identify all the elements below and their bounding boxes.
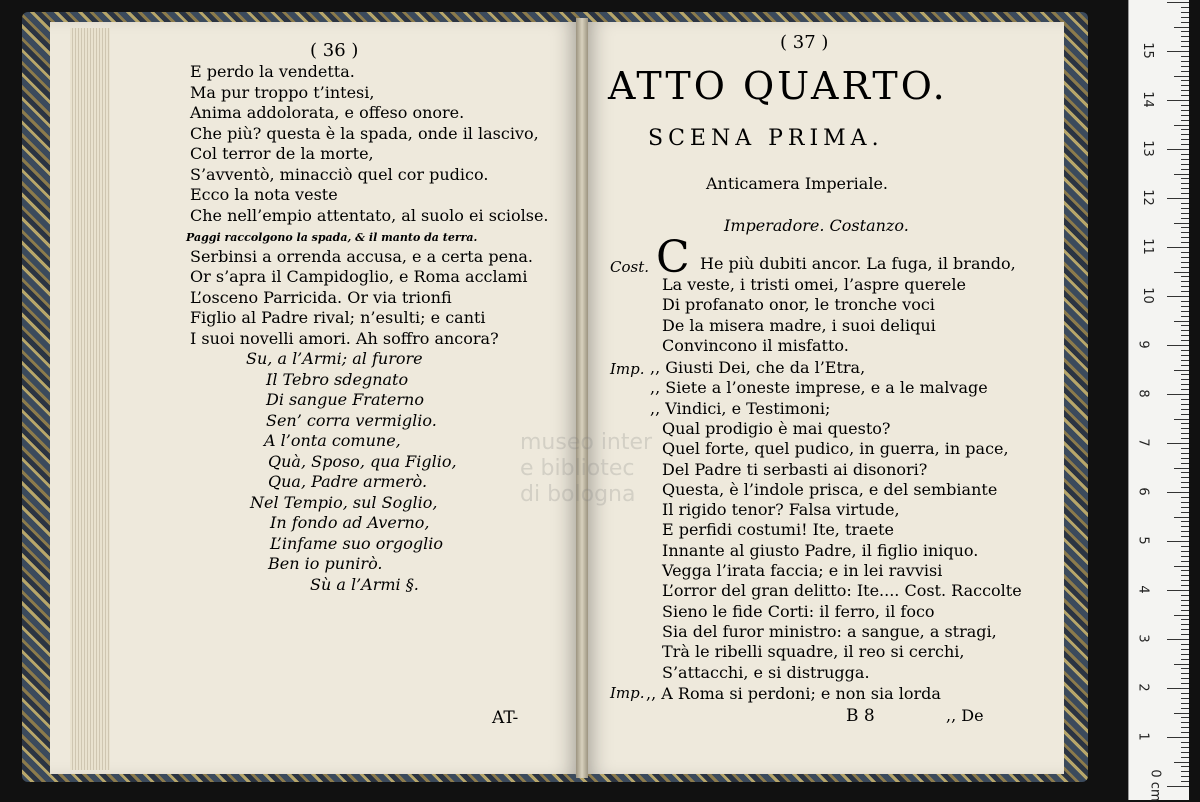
text-line: Ma pur troppo t’intesi,	[190, 82, 375, 102]
ruler-tick	[1181, 316, 1189, 317]
ruler-tick	[1181, 213, 1189, 214]
speech-line: Trà le ribelli squadre, il reo si cerchi,	[662, 642, 965, 662]
ruler-tick	[1181, 267, 1189, 268]
scene-characters: Imperadore. Costanzo.	[724, 216, 909, 235]
aria-line: Sù a l’Armi §.	[310, 574, 419, 594]
ruler-tick	[1181, 703, 1189, 704]
speech-line: Convincono il misfatto.	[662, 336, 849, 355]
ruler-tick	[1181, 776, 1189, 777]
ruler-tick	[1181, 742, 1189, 743]
ruler-tick	[1174, 517, 1189, 518]
ruler-tick	[1181, 129, 1189, 130]
ruler-tick	[1181, 365, 1189, 366]
ruler-tick	[1181, 600, 1189, 601]
ruler-tick	[1181, 531, 1189, 532]
ruler-tick	[1181, 482, 1189, 483]
ruler-tick	[1181, 463, 1189, 464]
ruler-tick	[1167, 296, 1189, 297]
ruler-tick	[1174, 174, 1189, 175]
ruler-number: 10	[1139, 287, 1155, 304]
aria-line: Il Tebro sdegnato	[266, 369, 409, 389]
ruler-tick	[1181, 766, 1189, 767]
ruler-tick	[1181, 752, 1189, 753]
ruler-tick	[1181, 355, 1189, 356]
ruler-tick	[1167, 688, 1189, 689]
ruler-tick	[1181, 502, 1189, 503]
ruler-tick	[1181, 374, 1189, 375]
ruler-tick	[1181, 193, 1189, 194]
ruler-tick	[1181, 580, 1189, 581]
ruler-tick	[1181, 183, 1189, 184]
ruler-tick	[1181, 575, 1189, 576]
speaker-label-1: Cost.	[610, 258, 650, 276]
ruler-tick	[1181, 521, 1189, 522]
ruler-number: 11	[1139, 238, 1155, 255]
ruler-tick	[1167, 2, 1189, 3]
ruler-tick	[1181, 757, 1189, 758]
ruler-tick	[1181, 727, 1189, 728]
text-line: Anima addolorata, e offeso onore.	[190, 103, 465, 122]
ruler-tick	[1181, 472, 1189, 473]
ruler-tick	[1181, 512, 1189, 513]
ruler-tick	[1181, 71, 1189, 72]
ruler-tick	[1167, 639, 1189, 640]
speech-line: De la misera madre, i suoi deliqui	[662, 315, 936, 335]
speech-line: Sia del furor ministro: a sangue, a stragi,	[662, 621, 997, 641]
ruler-tick	[1167, 394, 1189, 395]
aria-line: Sen’ corra vermiglio.	[266, 410, 437, 430]
aria-line: Quà, Sposo, qua Figlio,	[268, 451, 457, 471]
ruler-tick	[1181, 85, 1189, 86]
ruler-number: 7	[1135, 438, 1151, 447]
ruler-tick	[1181, 360, 1189, 361]
ruler-tick	[1181, 404, 1189, 405]
aria-line: Qua, Padre armerò.	[268, 472, 428, 491]
right-catchword: ,, De	[946, 706, 984, 725]
ruler-tick	[1167, 345, 1189, 346]
ruler-tick	[1181, 678, 1189, 679]
ruler-tick	[1181, 311, 1189, 312]
ruler-tick	[1181, 306, 1189, 307]
ruler-tick	[1181, 673, 1189, 674]
text-line: Che nell’empio attentato, al suolo ei sciolse.	[190, 205, 549, 225]
ruler-tick	[1181, 340, 1189, 341]
ruler-number: 15	[1139, 42, 1155, 59]
ruler-tick	[1181, 262, 1189, 263]
ruler-tick	[1181, 120, 1189, 121]
speaker-label-2: Imp.	[610, 360, 645, 378]
ruler-tick	[1181, 477, 1189, 478]
ruler-tick	[1181, 536, 1189, 537]
measurement-ruler	[1128, 0, 1189, 800]
ruler-tick	[1174, 615, 1189, 616]
speech-line: Del Padre ti serbasti ai disonori?	[662, 459, 928, 479]
ruler-tick	[1181, 159, 1189, 160]
ruler-tick	[1181, 438, 1189, 439]
watermark	[520, 430, 652, 508]
ruler-tick	[1181, 497, 1189, 498]
speaker-label-3: Imp.	[610, 684, 645, 702]
ruler-tick	[1181, 698, 1189, 699]
ruler-tick	[1181, 629, 1189, 630]
speech-line: La veste, i tristi omei, l’aspre querele	[662, 274, 966, 294]
text-line: L’osceno Parricida. Or via trionfi	[190, 287, 452, 307]
aria-line: In fondo ad Averno,	[270, 513, 430, 532]
ruler-tick	[1181, 12, 1189, 13]
text-line: Serbinsi a orrenda accusa, e a certa pena.	[190, 246, 533, 266]
ruler-tick	[1181, 619, 1189, 620]
ruler-tick	[1181, 169, 1189, 170]
ruler-tick	[1181, 134, 1189, 135]
ruler-tick	[1181, 144, 1189, 145]
ruler-tick	[1181, 605, 1189, 606]
scene-title: SCENA PRIMA.	[648, 126, 884, 151]
ruler-tick	[1167, 149, 1189, 150]
ruler-tick	[1181, 649, 1189, 650]
ruler-tick	[1181, 203, 1189, 204]
ruler-tick	[1181, 110, 1189, 111]
speech-line: Questa, è l’indole prisca, e del sembiante	[662, 479, 998, 499]
ruler-tick	[1167, 198, 1189, 199]
ruler-tick	[1181, 448, 1189, 449]
ruler-tick	[1181, 237, 1189, 238]
ruler-tick	[1181, 7, 1189, 8]
text-line: Col terror de la morte,	[190, 144, 374, 163]
signature-mark: B 8	[846, 706, 875, 726]
ruler-tick	[1181, 595, 1189, 596]
ruler-tick	[1181, 31, 1189, 32]
ruler-tick	[1181, 227, 1189, 228]
ruler-number: 2	[1135, 683, 1151, 692]
ruler-tick	[1181, 257, 1189, 258]
ruler-number: 14	[1139, 91, 1155, 108]
ruler-tick	[1181, 301, 1189, 302]
ruler-tick	[1181, 414, 1189, 415]
ruler-tick	[1181, 668, 1189, 669]
aria-line: Di sangue Fraterno	[266, 390, 424, 409]
scene-setting: Anticamera Imperiale.	[706, 174, 888, 193]
page-edges	[70, 28, 110, 770]
ruler-tick	[1181, 526, 1189, 527]
ruler-tick	[1181, 507, 1189, 508]
ruler-tick	[1181, 585, 1189, 586]
right-page-number: ( 37 )	[780, 32, 829, 53]
ruler-tick	[1181, 708, 1189, 709]
ruler-tick	[1181, 399, 1189, 400]
ruler-tick	[1167, 51, 1189, 52]
act-title: ATTO QUARTO.	[608, 64, 948, 108]
ruler-tick	[1181, 433, 1189, 434]
ruler-tick	[1181, 188, 1189, 189]
ruler-tick	[1181, 693, 1189, 694]
ruler-tick	[1181, 164, 1189, 165]
speech-line: Il rigido tenor? Falsa virtude,	[662, 500, 900, 520]
ruler-tick	[1181, 379, 1189, 380]
ruler-tick	[1167, 443, 1189, 444]
ruler-tick	[1181, 66, 1189, 67]
ruler-tick	[1181, 771, 1189, 772]
ruler-number: 6	[1135, 487, 1151, 496]
ruler-tick	[1181, 335, 1189, 336]
stage-direction: Paggi raccolgono la spada, & il manto da terra.	[186, 231, 478, 244]
ruler-tick	[1181, 384, 1189, 385]
ruler-tick	[1181, 178, 1189, 179]
ruler-tick	[1174, 664, 1189, 665]
speech-line: E perfidi costumi! Ite, traete	[662, 520, 894, 540]
ruler-tick	[1181, 95, 1189, 96]
ruler-number: 9	[1135, 340, 1151, 349]
ruler-tick	[1167, 737, 1189, 738]
ruler-number: 12	[1139, 189, 1155, 206]
ruler-number: 1	[1135, 732, 1151, 741]
ruler-tick	[1181, 624, 1189, 625]
ruler-tick	[1181, 252, 1189, 253]
ruler-tick	[1181, 286, 1189, 287]
ruler-tick	[1181, 428, 1189, 429]
ruler-tick	[1181, 17, 1189, 18]
speech-line: S’attacchi, e si distrugga.	[662, 662, 870, 682]
text-line: S’avventò, minacciò quel cor pudico.	[190, 164, 489, 184]
ruler-tick	[1181, 610, 1189, 611]
speech-line: ,, Giusti Dei, che da l’Etra,	[650, 358, 866, 377]
ruler-tick	[1181, 41, 1189, 42]
ruler-tick	[1174, 321, 1189, 322]
book-gutter	[576, 18, 588, 778]
ruler-number: 13	[1139, 140, 1155, 157]
ruler-tick	[1181, 644, 1189, 645]
ruler-tick	[1181, 154, 1189, 155]
ruler-tick	[1181, 654, 1189, 655]
ruler-tick	[1174, 125, 1189, 126]
ruler-tick	[1181, 281, 1189, 282]
ruler-tick	[1167, 786, 1189, 787]
ruler-tick	[1167, 541, 1189, 542]
ruler-tick	[1174, 223, 1189, 224]
ruler-tick	[1181, 36, 1189, 37]
ruler-tick	[1181, 80, 1189, 81]
ruler-tick	[1181, 487, 1189, 488]
ruler-tick	[1174, 468, 1189, 469]
ruler-tick	[1174, 566, 1189, 567]
ruler-tick	[1174, 272, 1189, 273]
ruler-tick	[1181, 389, 1189, 390]
ruler-tick	[1181, 732, 1189, 733]
ruler-tick	[1181, 291, 1189, 292]
text-line: Or s’apra il Campidoglio, e Roma acclami	[190, 267, 528, 286]
ruler-tick	[1181, 781, 1189, 782]
speech-line: He più dubiti ancor. La fuga, il brando,	[700, 254, 1016, 273]
ruler-number: 8	[1135, 389, 1151, 398]
ruler-tick	[1167, 100, 1189, 101]
text-line: Ecco la nota veste	[190, 185, 338, 204]
ruler-tick	[1181, 330, 1189, 331]
speech-line: Di profanato onor, le tronche voci	[662, 295, 935, 314]
ruler-tick	[1181, 90, 1189, 91]
ruler-tick	[1167, 247, 1189, 248]
ruler-tick	[1181, 56, 1189, 57]
ruler-tick	[1181, 325, 1189, 326]
ruler-tick	[1181, 350, 1189, 351]
ruler-tick	[1181, 634, 1189, 635]
ruler-tick	[1181, 570, 1189, 571]
speech-line: L’orror del gran delitto: Ite.... Cost. Raccolte	[662, 581, 1022, 601]
ruler-number: 4	[1135, 585, 1151, 594]
speech-line: Qual prodigio è mai questo?	[662, 418, 891, 438]
aria-line: Nel Tempio, sul Soglio,	[250, 492, 438, 512]
speech-line: ,, Vindici, e Testimoni;	[650, 398, 831, 418]
ruler-tick	[1167, 590, 1189, 591]
ruler-tick	[1181, 659, 1189, 660]
ruler-tick	[1181, 556, 1189, 557]
ruler-tick	[1174, 762, 1189, 763]
text-line: Che più? questa è la spada, onde il lascivo,	[190, 123, 539, 143]
ruler-tick	[1181, 232, 1189, 233]
ruler-tick	[1174, 713, 1189, 714]
ruler-tick	[1181, 105, 1189, 106]
ruler-tick	[1181, 546, 1189, 547]
aria-line: A l’onta comune,	[264, 431, 401, 450]
text-line: I suoi novelli amori. Ah soffro ancora?	[190, 328, 499, 348]
ruler-tick	[1181, 453, 1189, 454]
speech-line: ,, Siete a l’oneste imprese, e a le malvage	[650, 378, 988, 398]
ruler-number: 5	[1135, 536, 1151, 545]
ruler-tick	[1174, 76, 1189, 77]
text-line: E perdo la vendetta.	[190, 62, 355, 81]
ruler-tick	[1181, 276, 1189, 277]
text-line: Figlio al Padre rival; n’esulti; e canti	[190, 308, 486, 327]
speech-line: Innante al giusto Padre, il figlio iniquo.	[662, 540, 979, 560]
watermark-line: museo inter	[520, 430, 653, 455]
ruler-tick	[1181, 242, 1189, 243]
ruler-tick	[1181, 747, 1189, 748]
speech-line: Quel forte, quel pudico, in guerra, in pace,	[662, 439, 1009, 459]
ruler-tick	[1181, 115, 1189, 116]
ruler-tick	[1181, 22, 1189, 23]
ruler-tick	[1181, 61, 1189, 62]
ruler-tick	[1181, 409, 1189, 410]
ruler-unit-label: 0 cm	[1147, 769, 1163, 802]
ruler-tick	[1174, 27, 1189, 28]
speech-line: Sieno le fide Corti: il ferro, il foco	[662, 601, 935, 621]
left-catchword: AT-	[492, 708, 519, 728]
ruler-tick	[1181, 683, 1189, 684]
watermark-line: e bibliotec	[520, 456, 635, 481]
aria-line: Ben io punirò.	[268, 554, 383, 573]
watermark-line: di bologna	[520, 482, 636, 507]
ruler-tick	[1181, 551, 1189, 552]
ruler-tick	[1181, 208, 1189, 209]
drop-cap: C	[656, 232, 690, 283]
ruler-tick	[1181, 46, 1189, 47]
ruler-tick	[1174, 370, 1189, 371]
ruler-tick	[1174, 419, 1189, 420]
ruler-tick	[1167, 492, 1189, 493]
ruler-tick	[1181, 218, 1189, 219]
ruler-tick	[1181, 139, 1189, 140]
aria-line: L’infame suo orgoglio	[270, 533, 443, 553]
aria-line: Su, a l’Armi; al furore	[246, 349, 423, 368]
last-line: ,, A Roma si perdoni; e non sia lorda	[646, 684, 941, 703]
ruler-number: 3	[1135, 634, 1151, 643]
left-page-number: ( 36 )	[310, 40, 359, 61]
speech-line: Vegga l’irata faccia; e in lei ravvisi	[662, 561, 943, 580]
ruler-tick	[1181, 722, 1189, 723]
ruler-tick	[1181, 561, 1189, 562]
ruler-tick	[1181, 423, 1189, 424]
ruler-tick	[1181, 458, 1189, 459]
ruler-tick	[1181, 717, 1189, 718]
